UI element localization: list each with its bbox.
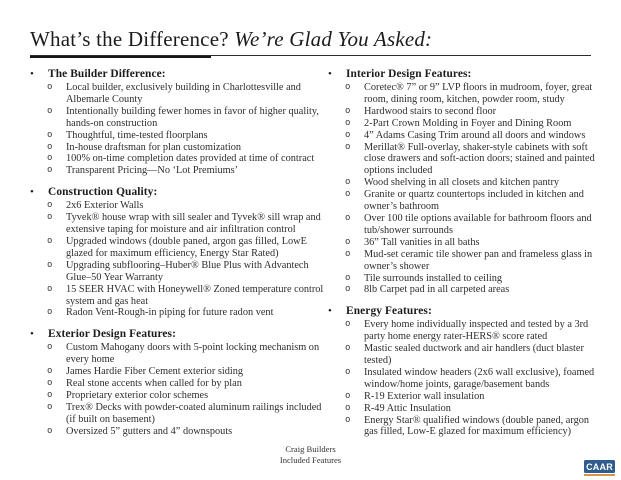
circle-bullet-icon: o [345, 212, 351, 223]
feature-item-text: Every home individually inspected and tested by a 3rd party home energy rater-HERS® score rated [364, 319, 589, 343]
section-heading-label: Exterior Design Features: [48, 328, 176, 341]
feature-item [328, 118, 600, 130]
feature-item-text: Coretec® 7” or 9” LVP floors in mudroom, foyer, great room, dining room, kitchen, powder room, study [364, 82, 593, 105]
feature-section [30, 68, 328, 177]
feature-item [30, 426, 328, 438]
circle-bullet-icon: o [345, 141, 351, 152]
circle-bullet-icon: o [47, 212, 53, 223]
circle-bullet-icon: o [47, 200, 53, 211]
title-italic-text: We’re Glad You Asked: [234, 27, 433, 51]
feature-item-text: Granite or quartz countertops included in kitchen and owner’s bathroom [364, 189, 584, 213]
feature-item-text: 15 SEER HVAC with Honeywell® Zoned temperature control system and gas heat [66, 283, 324, 307]
circle-bullet-icon: o [345, 129, 351, 140]
feature-item [328, 82, 600, 106]
feature-item [328, 343, 600, 367]
feature-item [328, 403, 600, 415]
section-heading [328, 305, 600, 318]
circle-bullet-icon: o [345, 82, 351, 92]
feature-item-text: Hardwood stairs to second floor [364, 105, 497, 117]
left-column [30, 68, 328, 447]
section-heading-label: Interior Design Features: [346, 68, 472, 80]
feature-item [30, 366, 328, 378]
feature-item [30, 153, 328, 165]
feature-item [30, 165, 328, 177]
circle-bullet-icon: o [345, 390, 351, 401]
feature-item [30, 212, 328, 236]
circle-bullet-icon: o [345, 366, 351, 377]
title-regular-text: What’s the Difference? [30, 27, 235, 51]
footer-subtitle: Included Features [279, 455, 342, 465]
feature-item-text: 8lb Carpet pad in all carpeted areas [364, 284, 510, 296]
caar-logo-text: CAAR [584, 460, 615, 473]
circle-bullet-icon: o [345, 248, 351, 259]
feature-item [328, 415, 600, 439]
feature-item-text: 2-Part Crown Molding in Foyer and Dining Room [364, 117, 572, 129]
feature-item [328, 130, 600, 142]
circle-bullet-icon: o [47, 82, 53, 92]
feature-item-text: Mastic sealed ductwork and air handlers (duct blaster tested) [364, 343, 584, 367]
feature-section [30, 328, 328, 437]
feature-item [328, 142, 600, 178]
page-footer [0, 444, 621, 466]
bullet-icon: • [328, 68, 332, 80]
circle-bullet-icon: o [345, 177, 351, 188]
feature-item-text: 36” Tall vanities in all baths [364, 236, 480, 248]
feature-item-text: Mud-set ceramic tile shower pan and frameless glass in owner’s shower [364, 248, 593, 272]
circle-bullet-icon: o [345, 319, 351, 330]
feature-item-text: R-19 Exterior wall insulation [364, 390, 485, 402]
feature-item-text: 2x6 Exterior Walls [66, 200, 144, 212]
feature-item [30, 142, 328, 154]
bullet-icon: • [30, 328, 34, 341]
feature-item [328, 319, 600, 343]
feature-item [30, 378, 328, 390]
circle-bullet-icon: o [47, 141, 53, 152]
caar-logo [584, 460, 615, 476]
feature-item [30, 307, 328, 319]
circle-bullet-icon: o [47, 389, 53, 400]
feature-item [328, 177, 600, 189]
circle-bullet-icon: o [47, 235, 53, 246]
feature-item-text: Merillat® Full-overlay, shaker-style cabinets with soft close drawers and soft-action doors; stained and painted options included [364, 141, 595, 177]
feature-section [30, 186, 328, 319]
section-heading-label: The Builder Difference: [48, 68, 166, 80]
feature-item-text: Thoughtful, time-tested floorplans [66, 129, 208, 141]
feature-item-text: Energy Star® qualified windows (double paned, argon gas filled, Low-E glazed for maximum efficiency) [364, 414, 590, 438]
feature-item-text: Proprietary exterior color schemes [66, 389, 209, 401]
feature-item-text: James Hardie Fiber Cement exterior siding [66, 366, 244, 378]
feature-item-text: Upgrading subflooring–Huber® Blue Plus with Advantech Glue–50 Year Warranty [66, 259, 309, 283]
feature-item-text: Tyvek® house wrap with sill sealer and Tyvek® sill wrap and extensive taping for moisture and air infiltration control [66, 212, 321, 236]
feature-item-text: Local builder, exclusively building in Charlottesville and Albemarle County [66, 82, 301, 105]
circle-bullet-icon: o [47, 307, 53, 318]
feature-columns [30, 68, 600, 447]
section-heading [30, 186, 328, 199]
feature-item-text: R-49 Attic Insulation [364, 402, 451, 414]
circle-bullet-icon: o [345, 189, 351, 200]
circle-bullet-icon: o [47, 401, 53, 412]
feature-item [30, 284, 328, 308]
feature-item-text: Custom Mahogany doors with 5-point locking mechanism on every home [66, 342, 320, 366]
feature-item [328, 106, 600, 118]
feature-item [328, 284, 600, 296]
caar-logo-accent-line [584, 474, 615, 476]
section-heading [30, 68, 328, 81]
feature-item [328, 249, 600, 273]
bullet-icon: • [328, 305, 332, 318]
feature-section [328, 305, 600, 438]
feature-item [328, 367, 600, 391]
feature-item-text: In-house draftsman for plan customization [66, 141, 241, 153]
feature-item [328, 273, 600, 285]
circle-bullet-icon: o [47, 165, 53, 176]
feature-item [30, 342, 328, 366]
feature-item-text: Transparent Pricing—No ‘Lot Premiums’ [66, 165, 239, 177]
footer-company: Craig Builders [285, 444, 336, 454]
feature-item-text: 4” Adams Casing Trim around all doors and windows [364, 129, 586, 141]
section-heading-label: Energy Features: [346, 305, 432, 318]
feature-item [30, 260, 328, 284]
circle-bullet-icon: o [345, 343, 351, 354]
feature-item-text: Oversized 5” gutters and 4” downspouts [66, 425, 233, 437]
feature-item [30, 236, 328, 260]
bullet-icon: • [30, 68, 34, 80]
bullet-icon: • [30, 186, 34, 199]
feature-item-text: Over 100 tile options available for bathroom floors and tub/shower surrounds [364, 212, 592, 236]
feature-item-text: Real stone accents when called for by plan [66, 378, 242, 390]
section-heading [328, 68, 600, 81]
feature-item [328, 237, 600, 249]
feature-item-text: Trex® Decks with powder-coated aluminum railings included (if built on basement) [66, 401, 322, 425]
circle-bullet-icon: o [345, 117, 351, 128]
feature-item-text: Insulated window headers (2x6 wall exclusive), foamed window/home joints, garage/basement bands [364, 366, 595, 390]
circle-bullet-icon: o [345, 105, 351, 116]
circle-bullet-icon: o [47, 366, 53, 377]
title-underline-accent [30, 56, 211, 58]
feature-item [30, 106, 328, 130]
feature-item [328, 189, 600, 213]
feature-item [30, 200, 328, 212]
circle-bullet-icon: o [47, 283, 53, 294]
feature-item-text: Intentionally building fewer homes in favor of higher quality, hands-on construction [66, 105, 319, 129]
circle-bullet-icon: o [345, 272, 351, 283]
circle-bullet-icon: o [47, 425, 53, 436]
section-heading-label: Construction Quality: [48, 186, 158, 199]
circle-bullet-icon: o [47, 153, 53, 164]
feature-item [30, 82, 328, 106]
section-heading [30, 328, 328, 341]
feature-item [30, 130, 328, 142]
circle-bullet-icon: o [345, 236, 351, 247]
circle-bullet-icon: o [345, 402, 351, 413]
page-title [30, 27, 591, 56]
circle-bullet-icon: o [47, 378, 53, 389]
circle-bullet-icon: o [47, 105, 53, 116]
circle-bullet-icon: o [47, 342, 53, 353]
feature-item [30, 390, 328, 402]
feature-section [328, 68, 600, 296]
circle-bullet-icon: o [345, 414, 351, 425]
circle-bullet-icon: o [47, 259, 53, 270]
circle-bullet-icon: o [47, 129, 53, 140]
feature-item-text: Upgraded windows (double paned, argon gas filled, LowE glazed for maximum efficiency, Energy Star Rated) [66, 235, 307, 259]
feature-item [328, 213, 600, 237]
feature-item [30, 402, 328, 426]
feature-item-text: 100% on-time completion dates provided at time of contract [66, 153, 315, 165]
feature-item [328, 391, 600, 403]
circle-bullet-icon: o [345, 284, 351, 295]
feature-item-text: Tile surrounds installed to ceiling [364, 272, 503, 284]
right-column [328, 68, 600, 447]
feature-item-text: Radon Vent-Rough-in piping for future radon vent [66, 307, 274, 319]
feature-item-text: Wood shelving in all closets and kitchen pantry [364, 177, 560, 189]
